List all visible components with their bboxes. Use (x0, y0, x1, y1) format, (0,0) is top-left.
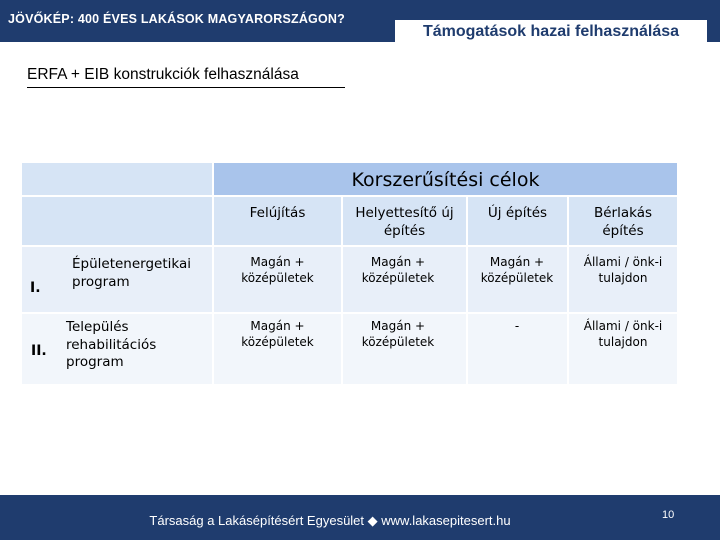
row-cell: Magán + középületek (241, 255, 314, 285)
row-program-name: Település rehabilitációs program (66, 319, 157, 371)
table-row-2 (22, 314, 677, 384)
subtitle-box (395, 20, 707, 46)
section-underline (27, 87, 345, 88)
column-header-label: Helyettesítő új építés (355, 205, 454, 239)
row-number: I. (30, 280, 41, 296)
column-divider (567, 197, 569, 384)
row-cell: Magán + középületek (361, 255, 435, 285)
row-cell: Magán + középületek (241, 319, 314, 349)
row-cell: Állami / önk-i tulajdon (583, 255, 663, 285)
column-header-label: Felújítás (249, 205, 306, 221)
footer-bar (0, 495, 720, 540)
page-number: 10 (662, 509, 675, 521)
column-header-label: Bérlakás építés (593, 205, 653, 239)
column-header-corner (22, 197, 212, 245)
column-header-label: Új építés (487, 205, 548, 221)
slide-subtitle: Támogatások hazai felhasználása (422, 23, 680, 40)
section-heading: ERFA + EIB konstrukciók felhasználása (27, 66, 299, 83)
row-program-name: Épületenergetikai program (72, 256, 192, 290)
column-header-helyettesito (343, 197, 466, 245)
column-divider (341, 197, 343, 384)
row-cell: Állami / önk-i tulajdon (583, 319, 663, 349)
slide-title: JÖVŐKÉP: 400 ÉVES LAKÁSOK MAGYARORSZÁGON? (8, 12, 345, 26)
row-cell: - (514, 319, 520, 333)
column-header-felujitas (214, 197, 341, 245)
row-cell: Magán + középületek (480, 255, 554, 285)
column-divider (466, 197, 468, 384)
table-title-cell (214, 163, 677, 195)
row-cell: Magán + középületek (361, 319, 435, 349)
row-number: II. (31, 343, 47, 359)
table-row-1 (22, 247, 677, 312)
column-header-berlakas (569, 197, 677, 245)
table-header-corner (22, 163, 212, 195)
footer-text: Társaság a Lakásépítésért Egyesület ◆ www.lakasepitesert.hu (149, 513, 511, 528)
column-divider (212, 163, 214, 384)
table-title: Korszerűsítési célok (351, 169, 540, 191)
column-header-uj-epites (468, 197, 567, 245)
